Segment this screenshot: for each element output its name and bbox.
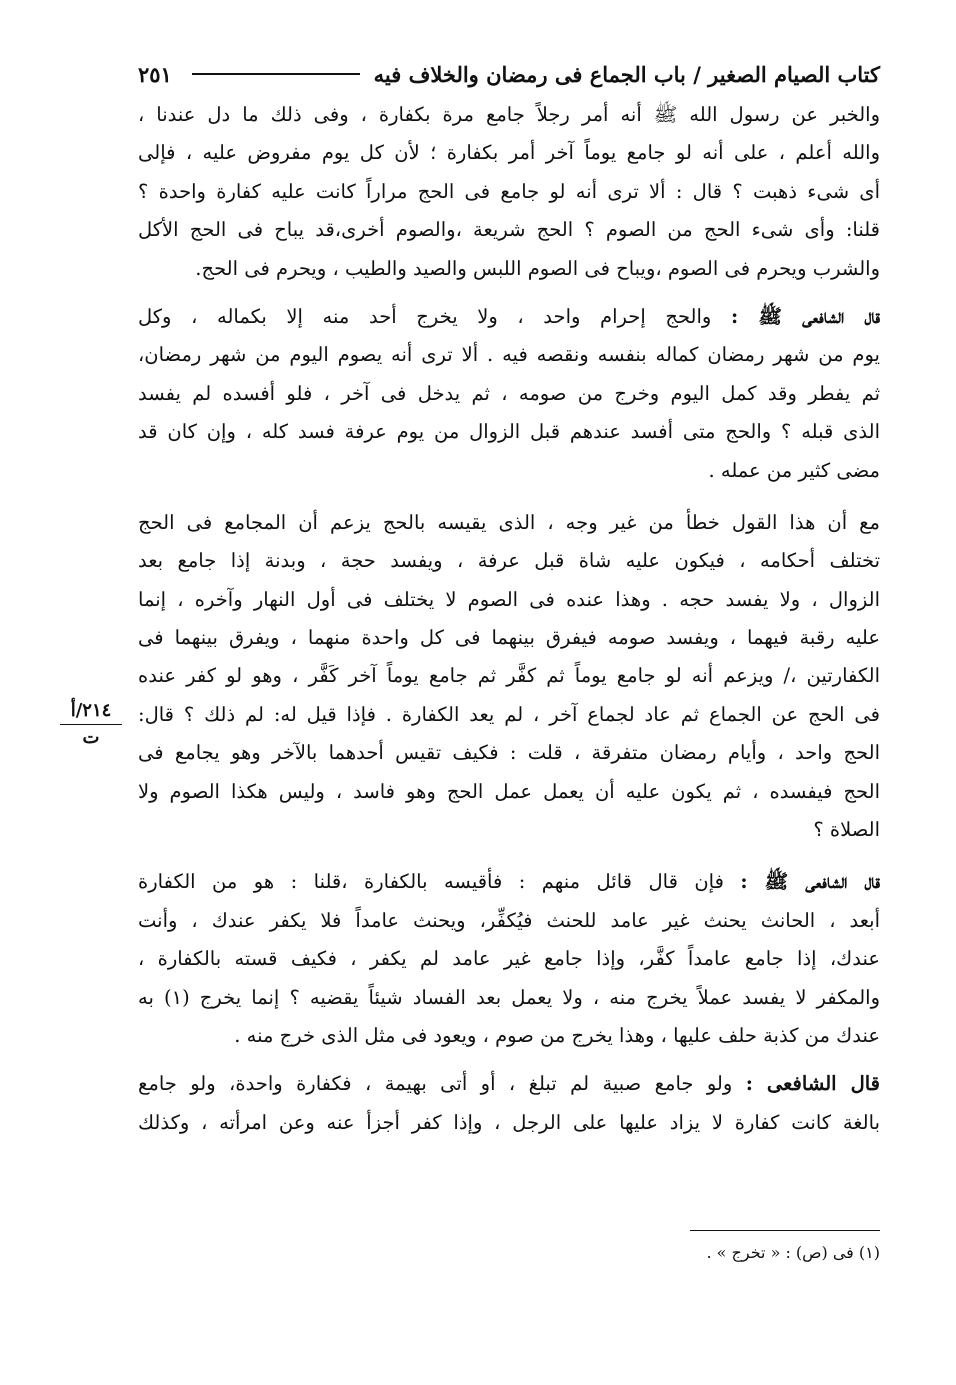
text-line: عندك، إذا جامع عامداً كفَّر، وإذا جامع غير عامد لم يكفر ، فكيف قسته بالكفارة ،: [138, 947, 880, 971]
text-line: الصلاة ؟: [813, 818, 880, 842]
text-line: والشرب ويحرم فى الصوم ،ويباح فى الصوم اللبس والصيد والطيب ، ويحرم فى الحج.: [195, 256, 880, 280]
margin-folio-note: [60, 700, 122, 748]
text-line-rest: فإن قال قائل منهم : فأقيسه بالكفارة ،قلنا : هو من الكفارة: [138, 870, 724, 894]
paragraph: [138, 863, 880, 1055]
text-line-rest: ولو جامع صبية لم تبلغ ، أو أتى بهيمة ، فكفارة واحدة، ولو جامع: [138, 1072, 733, 1096]
text-line: يوم من شهر رمضان كماله بنفسه ونقصه فيه . ألا ترى أنه يصوم اليوم من شهر رمضان،: [138, 343, 880, 367]
chapter-title: كتاب الصيام الصغير / باب الجماع فى رمضان والخلاف فيه: [373, 61, 880, 87]
text-line: تختلف أحكامه ، فيكون عليه شاة قبل عرفة ، ويفسد حجة ، وبدنة إذا جامع بعد: [138, 549, 880, 573]
paragraph-lead: قال الشافعى :: [745, 1072, 880, 1096]
text-line: والله أعلم ، على أنه لو جامع يوماً آخر أمر بكفارة ؛ لأن كل يوم مفروض عليه ، فإلى: [138, 141, 880, 165]
paragraph: [138, 298, 880, 490]
main-text: [138, 96, 880, 1142]
paragraph-lead: قال الشافعى ﷺ :: [740, 870, 880, 894]
footnote-rule: [690, 1230, 880, 1231]
paragraph: [138, 504, 880, 850]
text-line: قلنا: وأى شىء الحج من الصوم ؟ الحج شريعة ،والصوم أخرى،قد يباح فى الحج الأكل: [138, 218, 880, 242]
text-line: مع أن هذا القول خطأ من غير وجه ، الذى يقيسه بالحج يزعم أن المجامع فى الحج: [138, 510, 880, 534]
folio-reference: ٢١٤/أ: [60, 700, 122, 725]
text-line: عليه رقبة فيهما ، ويفسد صومه فيفرق بينهما فى كل واحدة منهما ، ويفرق بينهما فى: [138, 626, 880, 650]
manuscript-letter: ت: [82, 727, 100, 748]
text-line-rest: والحج إحرام واحد ، ولا يخرج أحد منه إلا بكماله ، وكل: [138, 304, 712, 328]
text-line: [138, 863, 880, 901]
header-rule: [192, 73, 360, 75]
text-line: الكفارتين ،/ ويزعم أنه لو جامع يوماً ثم كفَّر ثم جامع يوماً آخر كَفَّر ، وهو لو كفر عنده: [138, 664, 880, 688]
text-line: فى الحج عن الجماع ثم عاد لجماع آخر ، لم يعد الكفارة . فإذا قيل له: لم ذلك ؟ قال:: [138, 702, 880, 726]
text-line: بالغة كانت كفارة لا يزاد عليها على الرجل ، وإذا كفر أجزأ عنه وعن امرأته ، وكذلك: [138, 1110, 880, 1134]
text-line: [138, 1065, 880, 1103]
paragraph: [138, 1065, 880, 1142]
text-line: الذى قبله ؟ والحج متى أفسد عندهم قبل الزوال من يوم عرفة فسد كله ، وإن كان قد: [138, 420, 880, 444]
running-header: [138, 56, 880, 92]
page-number: ٢٥١: [138, 61, 172, 87]
text-line: الحج فيفسده ، ثم يكون عليه أن يعمل عمل الحج وهو فاسد ، وليس هكذا الصوم ولا: [138, 779, 880, 803]
paragraph: [138, 96, 880, 288]
text-line: أى شىء ذهبت ؟ قال : ألا ترى أنه لو جامع فى الحج مراراً كانت عليه كفارة واحدة ؟: [138, 179, 880, 203]
text-line: والمكفر لا يفسد عملاً يخرج منه ، ولا يعمل بعد الفساد شيئاً يقضيه ؟ إنما يخرج (١) به: [138, 985, 880, 1009]
text-line: الزوال ، ولا يفسد حجه . وهذا عنده فى الصوم لا يختلف فى أول النهار وآخره ، إنما: [138, 587, 880, 611]
paragraph-lead: قال الشافعى ﷺ :: [730, 304, 880, 328]
text-line: [138, 298, 880, 336]
text-line: ثم يفطر وقد كمل اليوم وخرج من صومه ، ثم يدخل فى آخر ، فلو أفسده لم يفسد: [138, 381, 880, 405]
footnote: (١) فى (ص) : « تخرج » .: [706, 1243, 880, 1262]
text-line: مضى كثير من عمله .: [708, 458, 880, 482]
text-line: عندك من كذبة حلف عليها ، وهذا يخرج من صوم ، ويعود فى مثل الذى خرج منه .: [234, 1023, 880, 1047]
text-line: والخبر عن رسول الله ﷺ أنه أمر رجلاً جامع مرة بكفارة ، وفى ذلك ما دل عندنا ،: [138, 103, 880, 126]
text-line: الحج واحد ، وأيام رمضان متفرقة ، قلت : فكيف تقيس أحدهما بالآخر وهو يجامع فى: [138, 741, 880, 765]
text-line: أبعد ، الحانث يحنث غير عامد للحنث فيُكفِّر، ويحنث عامداً فلا يكفر عندك ، وأنت: [138, 908, 880, 932]
